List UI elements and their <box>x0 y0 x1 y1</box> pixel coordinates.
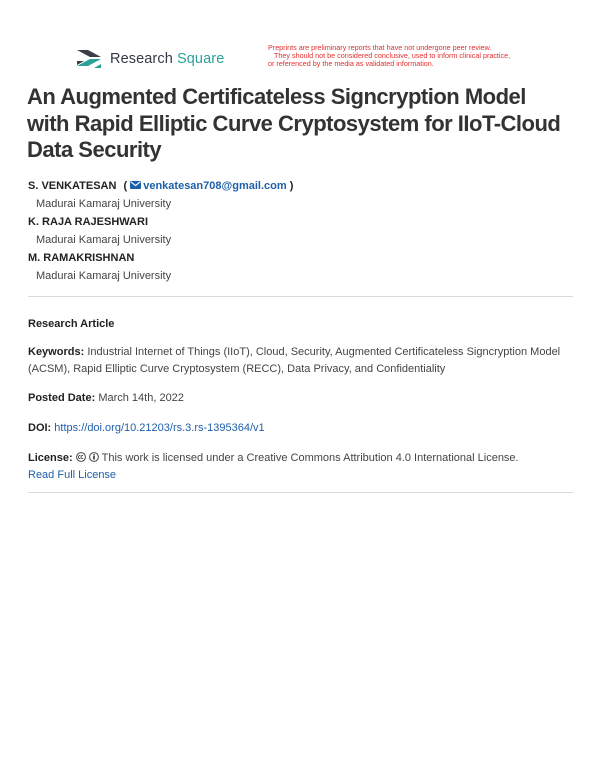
doi-block <box>28 420 573 437</box>
author-affiliation: Madurai Kamaraj University <box>36 198 172 210</box>
license-block <box>28 450 573 484</box>
keywords-block <box>28 344 573 378</box>
logo-square-text: Square <box>177 51 225 67</box>
read-full-license-link[interactable]: Read Full License <box>28 469 117 481</box>
paper-title: An Augmented Certificateless Signcryption Model with Rapid Elliptic Curve Cryptosystem for IIoT-Cloud Data Security <box>27 84 561 162</box>
preprint-disclaimer <box>268 44 568 69</box>
research-square-logo[interactable] <box>74 48 224 70</box>
keywords-value: Industrial Internet of Things (IIoT), Cloud, Security, Augmented Certificateless Signcryption Model (ACSM), Rapid Elliptic Curve Cryptosystem (RECC), Data Privacy, and Confidentiality <box>28 346 561 375</box>
author-email-link[interactable] <box>130 180 289 192</box>
disclaimer-line: They should not be considered conclusive, used to inform clinical practice, <box>274 51 511 61</box>
section-divider <box>28 492 573 493</box>
doi-label: DOI: <box>28 422 52 434</box>
article-type <box>28 316 573 333</box>
section-divider <box>28 296 573 297</box>
author-affiliation: Madurai Kamaraj University <box>36 270 172 282</box>
author-name <box>28 180 573 192</box>
author-email-text: venkatesan708@gmail.com <box>143 180 287 192</box>
page-header <box>0 44 600 78</box>
disclaimer-line: Preprints are preliminary reports that have not undergone peer review. <box>268 43 492 52</box>
author-name: M. RAMAKRISHNAN <box>28 252 135 264</box>
research-square-logo-icon <box>74 48 104 70</box>
author-name: K. RAJA RAJESHWARI <box>28 216 148 228</box>
envelope-icon <box>130 181 141 189</box>
close-paren: ) <box>289 180 294 192</box>
posted-date-value: March 14th, 2022 <box>98 392 184 404</box>
open-paren: ( <box>123 180 128 192</box>
attribution-icon <box>89 452 99 462</box>
keywords-label: Keywords: <box>28 346 85 358</box>
author-affiliation: Madurai Kamaraj University <box>36 234 172 246</box>
license-label: License: <box>28 452 73 464</box>
creative-commons-icon <box>76 452 86 462</box>
license-text: This work is licensed under a Creative Commons Attribution 4.0 International License. <box>101 452 519 464</box>
posted-date-block <box>28 390 573 407</box>
disclaimer-line: or referenced by the media as validated information. <box>268 59 434 69</box>
article-type-text: Research Article <box>28 318 115 330</box>
author-name-text: S. VENKATESAN <box>28 180 117 192</box>
logo-wordmark <box>110 51 224 67</box>
author-list <box>28 180 573 288</box>
logo-research-text: Research <box>110 51 173 67</box>
doi-link[interactable]: https://doi.org/10.21203/rs.3.rs-1395364/v1 <box>54 422 265 434</box>
posted-date-label: Posted Date: <box>28 392 96 404</box>
